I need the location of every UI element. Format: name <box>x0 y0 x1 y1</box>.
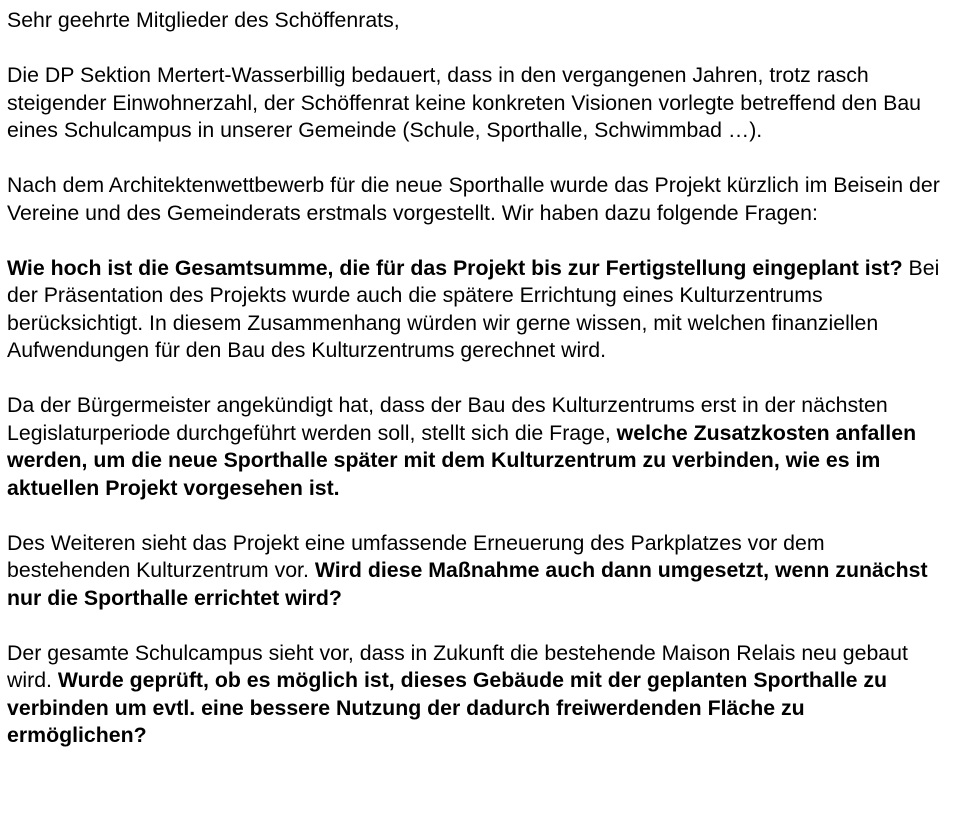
question-4-bold-text: Wurde geprüft, ob es möglich ist, dieses Gebäude mit der geplanten Sporthalle zu verbinden um evtl. eine bessere Nutzung der dadurch freiwerdenden Fläche zu ermöglichen? <box>7 668 888 747</box>
paragraph-context <box>7 172 945 227</box>
paragraph-intro <box>7 62 945 145</box>
question-3-lead-text: Des Weiteren sieht das Projekt eine umfassende Erneuerung des Parkplatzes vor dem bestehenden Kulturzentrum vor. <box>7 530 825 582</box>
context-text: Nach dem Architektenwettbewerb für die neue Sporthalle wurde das Projekt kürzlich im Beisein der Vereine und des Gemeinderats erstmals vorgestellt. Wir haben dazu folgende Fragen: <box>7 173 940 225</box>
paragraph-question-3 <box>7 530 945 613</box>
question-1-body-text: Bei der Präsentation des Projekts wurde auch die spätere Errichtung eines Kulturzentrums berücksichtigt. In diesem Zusammenhang würden wir gerne wissen, mit welchen finanziellen Aufwendungen für den Bau des Kulturzentrums gerechnet wird. <box>7 255 940 362</box>
question-4-lead-text: Der gesamte Schulcampus sieht vor, dass in Zukunft die bestehende Maison Relais neu gebaut wird. <box>7 640 908 692</box>
paragraph-question-4 <box>7 640 945 750</box>
salutation <box>7 7 945 35</box>
question-1-bold-text: Wie hoch ist die Gesamtsumme, die für das Projekt bis zur Fertigstellung eingeplant ist? <box>7 255 903 280</box>
question-2-bold-text: welche Zusatzkosten anfallen werden, um die neue Sporthalle später mit dem Kulturzentrum zu verbinden, wie es im aktuellen Projekt vorgesehen ist. <box>7 420 917 500</box>
question-3-bold-text: Wird diese Maßnahme auch dann umgesetzt, wenn zunächst nur die Sporthalle errichtet wird? <box>7 558 928 610</box>
question-2-lead-text: Da der Bürgermeister angekündigt hat, dass der Bau des Kulturzentrums erst in der nächsten Legislaturperiode durchgeführt werden soll, stellt sich die Frage, <box>7 393 888 445</box>
paragraph-question-1 <box>7 255 945 365</box>
salutation-text: Sehr geehrte Mitglieder des Schöffenrats, <box>7 8 400 32</box>
paragraph-question-2 <box>7 392 945 502</box>
intro-text: Die DP Sektion Mertert-Wasserbillig bedauert, dass in den vergangenen Jahren, trotz rasch steigender Einwohnerzahl, der Schöffenrat keine konkreten Visionen vorlegte betreffend den Bau eines Schulcampus in unserer Gemeinde (Schule, Sporthalle, Schwimmbad …). <box>7 63 922 142</box>
